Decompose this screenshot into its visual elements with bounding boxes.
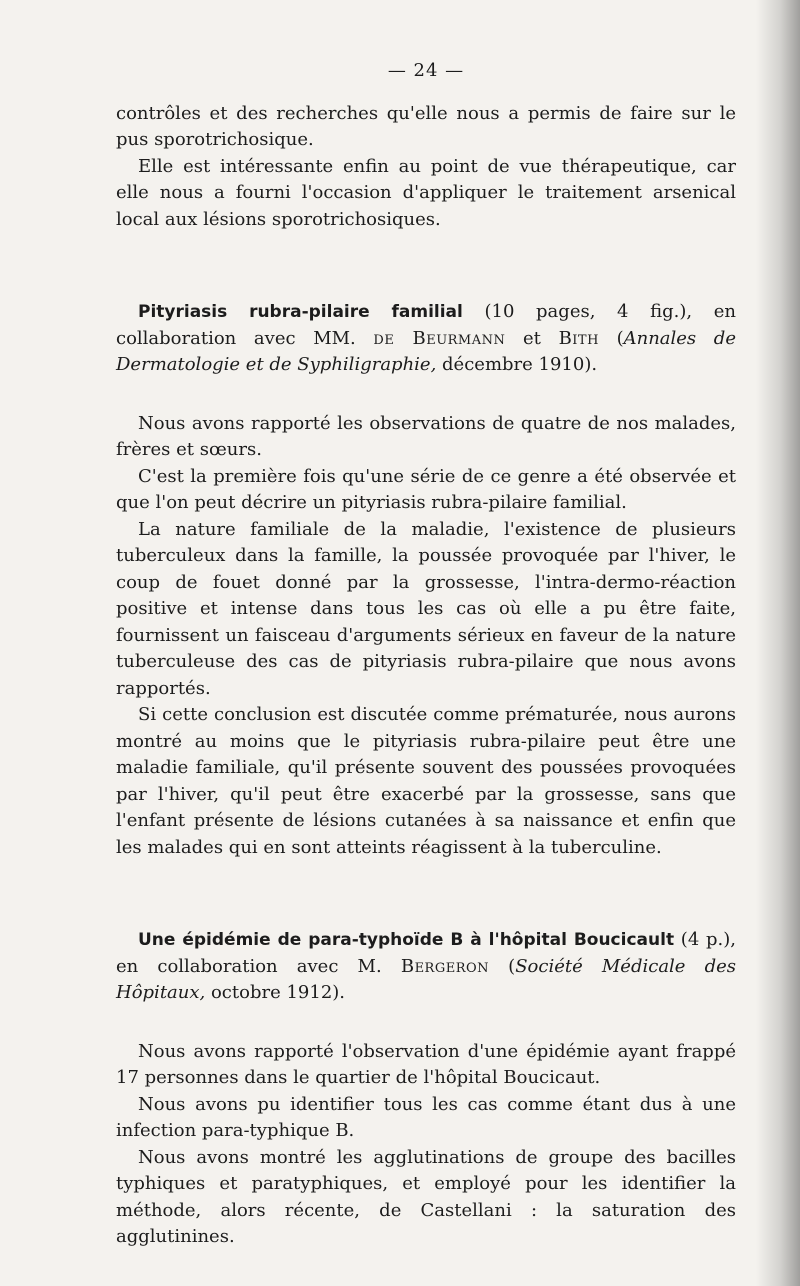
entry-1-journal: Annales de Dermatologie et de Syphiligraphie, <box>116 327 736 375</box>
entry-1-paragraph-1: Nous avons rapporté les observations de quatre de nos malades, frères et sœurs. <box>116 412 736 460</box>
entry-1-connector: et <box>505 327 559 349</box>
entry-1-title: Pityriasis rubra-pilaire familial <box>138 302 463 322</box>
entry-2-details: (4 p.), en collaboration avec M. <box>116 929 737 977</box>
entry-1-paragraph-2: C'est la première fois qu'une série de ce genre a été observée et que l'on peut décrire un pityriasis rubra-pilaire familial. <box>116 465 736 513</box>
entry-2-citation <box>116 927 736 1007</box>
section-gap <box>116 379 736 411</box>
entry-1-details: (10 pages, 4 fig.), en collaboration avec MM. <box>116 301 736 349</box>
page-body <box>116 58 736 1251</box>
entry-2-paragraph-1: Nous avons rapporté l'observation d'une épidémie ayant frappé 17 personnes dans le quartier de l'hôpital Boucicaut. <box>116 1040 736 1088</box>
section-gap <box>116 233 736 299</box>
section-gap <box>116 861 736 927</box>
entry-2-author-1: Bergeron <box>400 955 490 977</box>
entry-2-title: Une épidémie de para-typhoïde B à l'hôpital Boucicault <box>138 930 675 950</box>
entry-2-journal-open: ( <box>489 955 516 977</box>
section-gap <box>116 1007 736 1039</box>
page-edge-shadow <box>756 0 800 1286</box>
entry-2-paragraph-2: Nous avons pu identifier tous les cas comme étant dus à une infection para-typhique B. <box>116 1093 736 1141</box>
entry-2-date: octobre 1912). <box>205 982 346 1003</box>
intro-paragraph-2: Elle est intéressante enfin au point de vue thérapeutique, car elle nous a fourni l'occasion d'appliquer le traitement arsenical local aux lésions sporotrichosiques. <box>116 155 736 230</box>
entry-2-paragraph-3: Nous avons montré les agglutinations de groupe des bacilles typhiques et paratyphiques, et employé pour les identifier la méthode, alors récente, de Castellani : la saturation des agglutinines. <box>116 1146 736 1247</box>
entry-1-paragraph-3: La nature familiale de la maladie, l'existence de plusieurs tuberculeux dans la famille, la poussée provoquée par l'hiver, le coup de fouet donné par la grossesse, l'intra-dermo-réaction positive et intense dans tous les cas où elle a pu être faite, fournissent un faisceau d'arguments sérieux en faveur de la nature tuberculeuse des cas de pityriasis rubra-pilaire que nous avons rapportés. <box>116 518 736 699</box>
entry-1-author-1: de Beurmann <box>373 327 506 349</box>
entry-1-paragraph-4: Si cette conclusion est discutée comme prématurée, nous aurons montré au moins que le pityriasis rubra-pilaire peut être une maladie familiale, qu'il présente souvent des poussées provoquées par l'hiver, qu'il peut être exacerbé par la grossesse, sans que l'enfant présente de lésions cutanées à sa naissance et enfin que les malades qui en sont atteints réagissent à la tuberculine. <box>116 704 736 858</box>
entry-1-author-2: Bith <box>558 327 599 349</box>
entry-1-journal-open: ( <box>598 327 624 349</box>
page-number: — 24 — <box>387 60 465 81</box>
entry-1-date: décembre 1910). <box>436 354 598 375</box>
intro-paragraph-1: contrôles et des recherches qu'elle nous a permis de faire sur le pus sporotrichosique. <box>116 102 736 150</box>
entry-1-citation <box>116 299 736 379</box>
entry-2-journal: Société Médicale des Hôpitaux, <box>116 955 737 1003</box>
